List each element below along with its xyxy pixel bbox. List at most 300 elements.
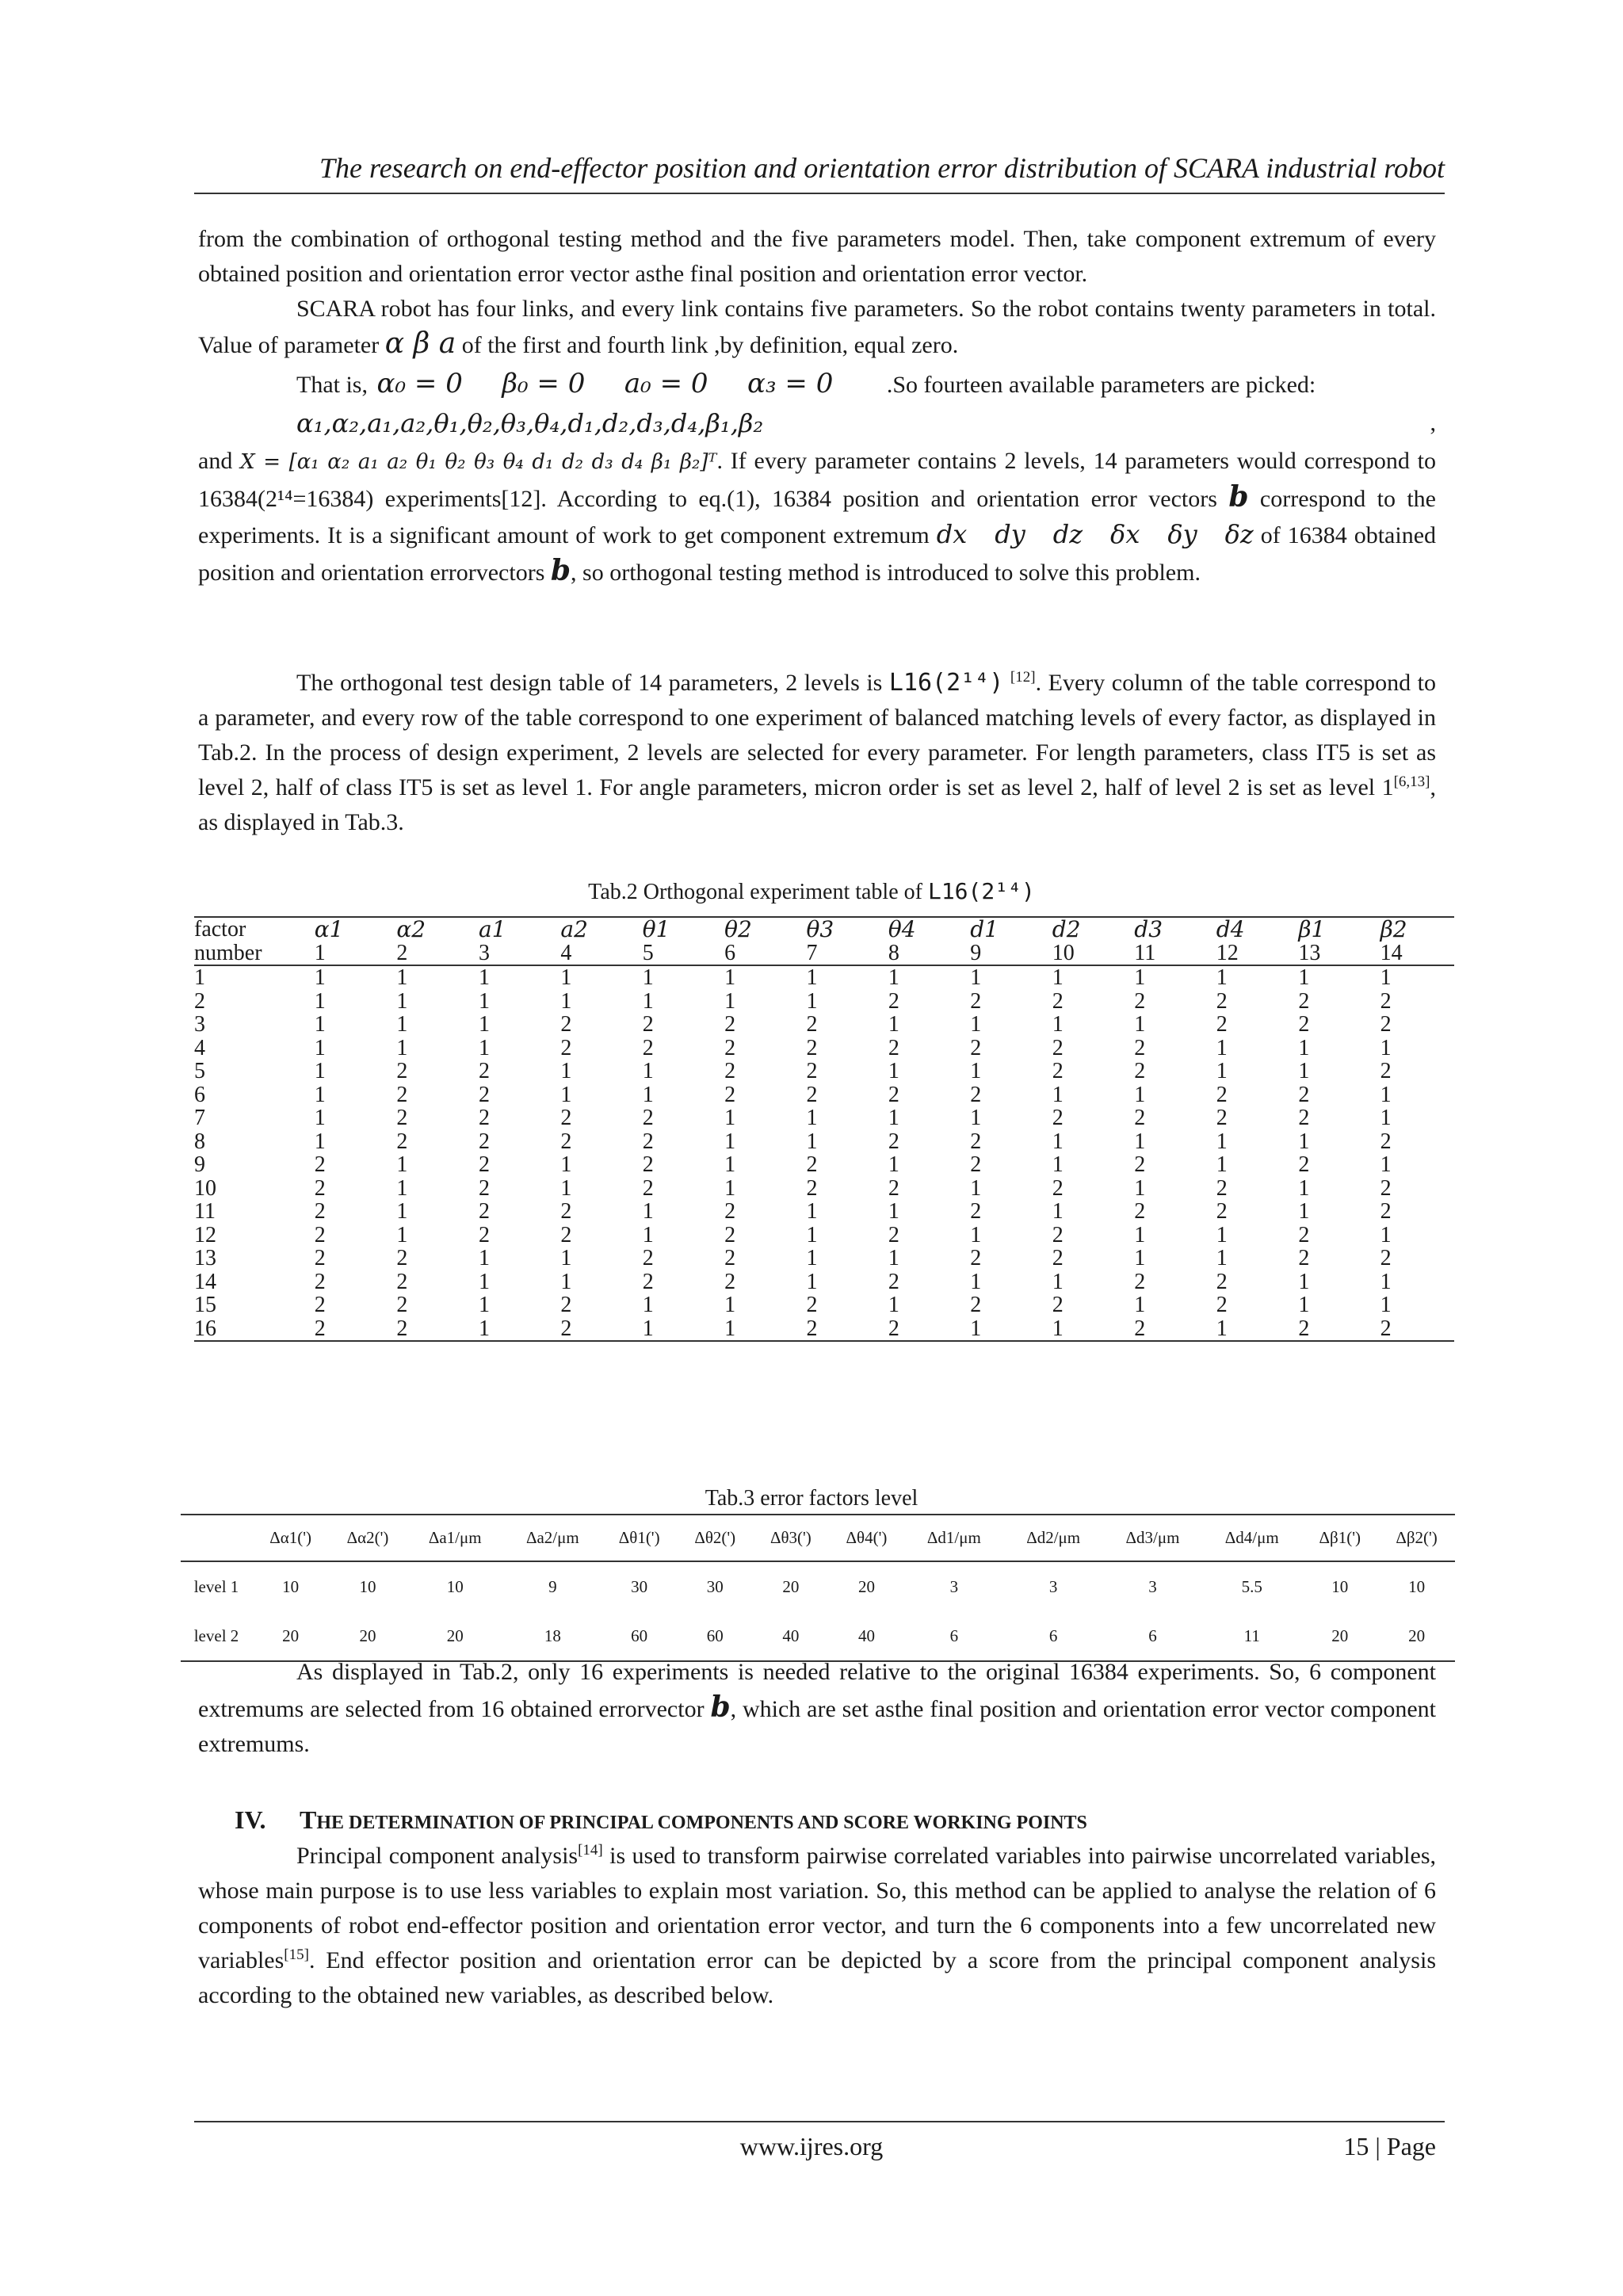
footer-site[interactable]: www.ijres.org xyxy=(739,2132,884,2160)
level-cell: 2 xyxy=(888,1269,899,1294)
level-cell: 1 xyxy=(888,1152,899,1177)
paragraph-5 xyxy=(198,1839,1436,2013)
experiment-number: 16 xyxy=(194,1317,307,1342)
level-cell: 1 xyxy=(1134,965,1146,990)
level-cell: 2 xyxy=(806,1059,818,1083)
running-header: The research on end-effector position and orientation error distribution of SCARA industrial robot xyxy=(319,152,1445,184)
section-heading xyxy=(235,1805,1087,1835)
tab3-value-cell: 10 xyxy=(446,1576,464,1596)
level-cell: 2 xyxy=(560,1129,572,1154)
section-number: IV. xyxy=(235,1805,266,1834)
level-cell: 2 xyxy=(642,1269,654,1294)
level-cell: 1 xyxy=(806,1199,818,1224)
paragraph-1-text: from the combination of orthogonal testing method and the five parameters model. Then, take component extremum of every obtained position and orientation error vector asthe final position and orientation error vector. xyxy=(198,226,1436,287)
level-cell: 2 xyxy=(1134,988,1146,1014)
para5-text-c: . End effector position and orientation error can be depicted by a score from the principal component analysis according to the obtained new variables, as described below. xyxy=(198,1947,1436,2008)
tab3-value-cell: 10 xyxy=(1331,1576,1349,1596)
level-cell: 2 xyxy=(1216,988,1228,1014)
column-number: 2 xyxy=(388,942,471,966)
level-cell: 2 xyxy=(1298,988,1310,1014)
equations-line xyxy=(198,366,1436,403)
experiment-number: 4 xyxy=(194,1035,205,1060)
column-number: 5 xyxy=(635,942,716,966)
level-cell: 1 xyxy=(1298,1199,1310,1224)
table-row xyxy=(194,1247,1454,1270)
factor-header: a2 xyxy=(552,917,634,942)
level-cell: 2 xyxy=(1380,1059,1392,1083)
experiment-number: 1 xyxy=(194,965,205,990)
level-cell: 2 xyxy=(1052,1106,1064,1130)
tab3-value-cell: 6 xyxy=(1103,1611,1202,1661)
tab3-value-cell: 5.5 xyxy=(1241,1576,1262,1596)
level-cell: 2 xyxy=(314,1175,326,1201)
level-cell: 2 xyxy=(724,1082,736,1107)
level-cell: 2 xyxy=(396,1106,408,1130)
level-cell: 1 xyxy=(724,965,736,990)
level-cell: 1 xyxy=(806,1222,818,1247)
tab3-level2-row xyxy=(181,1611,1455,1661)
level-cell: 2 xyxy=(396,1293,408,1317)
parameter-vector-x: X = [α₁ α₂ a₁ a₂ θ₁ θ₂ θ₃ θ₄ d₁ d₂ d₃ d₄ β₁ β₂]ᵀ xyxy=(240,450,717,474)
level-cell: 2 xyxy=(888,1222,899,1247)
level-cell: 2 xyxy=(970,1035,982,1060)
level-cell: 1 xyxy=(970,1059,982,1083)
level-cell: 2 xyxy=(1380,1129,1392,1154)
column-number: 12 xyxy=(1209,942,1291,966)
level-cell: 2 xyxy=(396,1059,408,1083)
level-cell: 1 xyxy=(642,1082,654,1107)
tab3-value-cell: 20 xyxy=(1301,1611,1378,1661)
level-cell: 1 xyxy=(888,965,899,990)
level-cell: 2 xyxy=(314,1269,326,1294)
level-cell: 1 xyxy=(479,1246,491,1270)
level-cell: 2 xyxy=(396,1269,408,1294)
level-cell: 1 xyxy=(560,1175,572,1201)
level-cell: 2 xyxy=(1216,1082,1228,1107)
tab3-value-cell: 20 xyxy=(329,1611,406,1661)
level-cell: 2 xyxy=(1126,1317,1209,1342)
para2-text-c: . If every parameter contains 2 levels, 14 parameters would correspond to 16384(2¹⁴=16384) experiments[12]. According to eq.(1), 16384 position and orientation error vectors xyxy=(198,448,1436,512)
table-row xyxy=(194,1153,1454,1177)
level-cell: 1 xyxy=(1298,965,1310,990)
para3-text-b: . Every column of the table correspond to a parameter, and every row of the table correspond to one experiment of balanced matching levels of every factor, as displayed in Tab.2. In the process of design experiment, 2 levels are selected for every parameter. For length parameters, class IT5 is set as level 2, half of class IT5 is set as level 1. For angle parameters, micron order is set as level 2, half of level 2 is set as level 1 xyxy=(198,670,1437,800)
level-cell: 1 xyxy=(1134,1222,1146,1247)
level-cell: 1 xyxy=(314,965,326,990)
factor-header: θ3 xyxy=(799,917,880,942)
experiment-number: 7 xyxy=(194,1106,205,1130)
factor-header: d3 xyxy=(1126,917,1209,942)
level-cell: 1 xyxy=(396,1012,408,1037)
level-cell: 1 xyxy=(560,988,572,1014)
table-row xyxy=(194,1270,1454,1294)
column-number: 14 xyxy=(1373,942,1454,966)
level-cell: 2 xyxy=(479,1082,491,1107)
level-cell: 1 xyxy=(1052,965,1064,990)
tab3-header-cell: Δβ2(') xyxy=(1378,1515,1455,1561)
tab3-row-label: level 2 xyxy=(181,1611,252,1661)
para2-text-e: of 16384 obtained position and orientation errorvectors xyxy=(198,522,1437,586)
factor-header: d4 xyxy=(1209,917,1291,942)
level-cell: 2 xyxy=(888,1129,899,1154)
level-cell: 1 xyxy=(1380,1082,1392,1107)
level-cell: 1 xyxy=(396,1152,408,1177)
para5-text-a: Principal component analysis xyxy=(296,1843,579,1869)
level-cell: 1 xyxy=(1216,1059,1228,1083)
level-cell: 1 xyxy=(1216,1152,1228,1177)
tab3-value-cell: 10 xyxy=(359,1576,376,1596)
level-cell: 2 xyxy=(724,1012,736,1037)
level-cell: 2 xyxy=(888,988,899,1014)
level-cell: 1 xyxy=(642,988,654,1014)
tab3-header-cell: Δa2/μm xyxy=(504,1515,601,1561)
level-cell: 1 xyxy=(314,1082,326,1107)
tab3-header-cell: Δθ3(') xyxy=(753,1515,829,1561)
level-cell: 2 xyxy=(806,1035,818,1060)
level-cell: 2 xyxy=(970,1082,982,1107)
level-cell: 1 xyxy=(1380,1152,1392,1177)
level-cell: 1 xyxy=(724,1293,736,1317)
level-cell: 2 xyxy=(1052,1222,1064,1247)
factor-header: β1 xyxy=(1290,917,1372,942)
table-row xyxy=(194,965,1454,990)
level-cell: 1 xyxy=(314,988,326,1014)
level-cell: 2 xyxy=(724,1246,736,1270)
level-cell: 1 xyxy=(888,1293,899,1317)
tab3-value-cell: 18 xyxy=(504,1611,601,1661)
para3-text-a: The orthogonal test design table of 14 parameters, 2 levels is xyxy=(296,670,883,696)
level-cell: 2 xyxy=(314,1222,326,1247)
level-cell: 2 xyxy=(970,1293,982,1317)
experiment-number: 10 xyxy=(194,1175,216,1201)
level-cell: 1 xyxy=(716,1317,798,1342)
level-cell: 2 xyxy=(560,1222,572,1247)
level-cell: 1 xyxy=(1380,1222,1392,1247)
level-cell: 1 xyxy=(471,1317,552,1342)
equation-alpha0: α₀ = 0 xyxy=(376,368,463,399)
level-cell: 2 xyxy=(560,1106,572,1130)
table-row xyxy=(194,1293,1454,1317)
tab3-value-cell: 20 xyxy=(407,1611,504,1661)
level-cell: 2 xyxy=(1298,1082,1310,1107)
level-cell: 1 xyxy=(1052,1152,1064,1177)
para2-text-d: correspond to the experiments. It is a significant amount of work to get component extremum xyxy=(198,486,1436,548)
level-cell: 1 xyxy=(888,1012,899,1037)
level-cell: 2 xyxy=(888,1175,899,1201)
level-cell: 1 xyxy=(888,1059,899,1083)
level-cell: 2 xyxy=(1052,988,1064,1014)
factor-header: α1 xyxy=(307,917,389,942)
header-rule xyxy=(194,193,1445,194)
factor-header: β2 xyxy=(1373,917,1454,942)
experiment-number: 2 xyxy=(194,988,205,1014)
tab3-value-cell: 6 xyxy=(904,1611,1003,1661)
level-cell: 1 xyxy=(970,1175,982,1201)
level-cell: 2 xyxy=(1052,1293,1064,1317)
experiment-number: 8 xyxy=(194,1129,205,1154)
that-is-label: That is, xyxy=(296,372,368,398)
tab3-value-cell: 10 xyxy=(1408,1576,1426,1596)
tab3-value-cell: 3 xyxy=(1048,1576,1058,1596)
level-cell: 2 xyxy=(642,1012,654,1037)
level-cell: 1 xyxy=(560,1152,572,1177)
l16-symbol: L16(2¹⁴) xyxy=(888,669,1004,697)
paragraph-1 xyxy=(198,222,1436,292)
level-cell: 1 xyxy=(1216,965,1228,990)
level-cell: 1 xyxy=(888,1106,899,1130)
factor-header: θ2 xyxy=(716,917,798,942)
level-cell: 1 xyxy=(314,1012,326,1037)
tab3-value-cell: 3 xyxy=(1148,1576,1157,1596)
table-row xyxy=(194,990,1454,1014)
level-cell: 2 xyxy=(806,1012,818,1037)
experiment-number: 5 xyxy=(194,1059,205,1083)
level-cell: 1 xyxy=(560,1082,572,1107)
level-cell: 1 xyxy=(642,1199,654,1224)
level-cell: 1 xyxy=(1380,1106,1392,1130)
level-cell: 2 xyxy=(552,1317,634,1342)
tab3-value-cell: 20 xyxy=(782,1576,800,1596)
level-cell: 2 xyxy=(970,1246,982,1270)
level-cell: 2 xyxy=(479,1152,491,1177)
experiment-number: 15 xyxy=(194,1293,216,1317)
level-cell: 2 xyxy=(970,988,982,1014)
tab3-header-cell: Δd3/μm xyxy=(1103,1515,1202,1561)
level-cell: 2 xyxy=(806,1175,818,1201)
column-number: 10 xyxy=(1044,942,1127,966)
para2-text-f: , so orthogonal testing method is introduced to solve this problem. xyxy=(571,560,1201,586)
level-cell: 2 xyxy=(1298,1106,1310,1130)
list-comma: , xyxy=(1430,410,1436,436)
section-title: HE DETERMINATION OF PRINCIPAL COMPONENTS AND SCORE WORKING POINTS xyxy=(316,1813,1087,1833)
paragraph-3 xyxy=(198,666,1436,840)
level-cell: 2 xyxy=(1134,1269,1146,1294)
level-cell: 1 xyxy=(1380,965,1392,990)
level-cell: 1 xyxy=(970,1222,982,1247)
level-cell: 2 xyxy=(1298,1012,1310,1037)
tab3-header-cell: Δa1/μm xyxy=(407,1515,504,1561)
level-cell: 1 xyxy=(396,1222,408,1247)
param-symbols: α β a xyxy=(384,327,456,360)
level-cell: 2 xyxy=(1380,1175,1392,1201)
level-cell: 1 xyxy=(1216,1246,1228,1270)
level-cell: 2 xyxy=(479,1222,491,1247)
table-row xyxy=(194,1060,1454,1083)
level-cell: 1 xyxy=(888,1199,899,1224)
table-row xyxy=(194,1130,1454,1154)
level-cell: 2 xyxy=(396,1246,408,1270)
factor-label: factor xyxy=(194,917,307,942)
paragraph-2-text xyxy=(198,292,1436,363)
level-cell: 2 xyxy=(806,1082,818,1107)
factor-row xyxy=(194,917,1454,942)
level-cell: 2 xyxy=(1052,1059,1064,1083)
experiment-rows xyxy=(194,965,1454,1341)
paragraph-4 xyxy=(198,1655,1436,1762)
error-factors-table xyxy=(181,1514,1455,1662)
tab3-value-cell: 60 xyxy=(677,1611,753,1661)
level-cell: 2 xyxy=(314,1246,326,1270)
level-cell: 2 xyxy=(1134,1035,1146,1060)
factor-header: α2 xyxy=(388,917,471,942)
level-cell: 1 xyxy=(724,1175,736,1201)
number-label: number xyxy=(194,942,307,966)
level-cell: 2 xyxy=(314,1293,326,1317)
paragraph-3-text xyxy=(198,666,1436,840)
tab2-caption-text: Tab.2 Orthogonal experiment table of xyxy=(588,880,922,904)
level-cell: 1 xyxy=(1044,1317,1127,1342)
level-cell: 2 xyxy=(1298,1246,1310,1270)
level-cell: 2 xyxy=(970,1129,982,1154)
level-cell: 1 xyxy=(724,1106,736,1130)
tab3-value-cell: 60 xyxy=(601,1611,678,1661)
level-cell: 1 xyxy=(642,965,654,990)
tab3-header-cell: Δα2(') xyxy=(329,1515,406,1561)
level-cell: 1 xyxy=(1052,1082,1064,1107)
level-cell: 1 xyxy=(970,1012,982,1037)
level-cell: 1 xyxy=(806,1106,818,1130)
tab3-row-label: level 1 xyxy=(193,1576,239,1596)
level-cell: 1 xyxy=(314,1129,326,1154)
level-cell: 2 xyxy=(314,1199,326,1224)
level-cell: 2 xyxy=(314,1152,326,1177)
orthogonal-experiment-table xyxy=(194,916,1454,1342)
table-row xyxy=(194,1224,1454,1247)
column-number: 1 xyxy=(307,942,389,966)
level-cell: 2 xyxy=(806,1152,818,1177)
level-cell: 1 xyxy=(1298,1059,1310,1083)
level-cell: 2 xyxy=(479,1199,491,1224)
level-cell: 1 xyxy=(1380,1293,1392,1317)
citation-6-13: [6,13] xyxy=(1393,774,1430,790)
number-row xyxy=(194,942,1454,966)
citation-12: [12] xyxy=(1010,669,1036,686)
level-cell: 2 xyxy=(1052,1175,1064,1201)
level-cell: 1 xyxy=(1052,1199,1064,1224)
level-cell: 2 xyxy=(1380,1199,1392,1224)
level-cell: 2 xyxy=(396,1129,408,1154)
level-cell: 1 xyxy=(1298,1293,1310,1317)
level-cell: 1 xyxy=(396,1035,408,1060)
level-cell: 1 xyxy=(314,1106,326,1130)
experiment-number: 3 xyxy=(194,1012,205,1037)
equation-a0: a₀ = 0 xyxy=(624,368,708,399)
paragraph-5-text xyxy=(198,1839,1436,2013)
level-cell: 2 xyxy=(1134,1152,1146,1177)
equation-alpha3: α₃ = 0 xyxy=(747,368,834,399)
level-cell: 1 xyxy=(642,1059,654,1083)
tab3-header-row xyxy=(181,1515,1455,1561)
level-cell: 2 xyxy=(307,1317,389,1342)
equation-beta0: β₀ = 0 xyxy=(502,368,586,399)
level-cell: 2 xyxy=(724,1059,736,1083)
table-row xyxy=(194,1177,1454,1201)
experiment-number: 9 xyxy=(194,1152,205,1177)
tab3-header-cell: Δd1/μm xyxy=(904,1515,1003,1561)
level-cell: 1 xyxy=(396,1175,408,1201)
level-cell: 1 xyxy=(724,1152,736,1177)
table-row xyxy=(194,1106,1454,1130)
level-cell: 2 xyxy=(799,1317,880,1342)
level-cell: 2 xyxy=(1216,1269,1228,1294)
tab3-header-cell: Δθ1(') xyxy=(601,1515,678,1561)
level-cell: 1 xyxy=(806,1246,818,1270)
experiment-number: 13 xyxy=(194,1246,216,1270)
level-cell: 1 xyxy=(1052,1129,1064,1154)
level-cell: 2 xyxy=(1380,1246,1392,1270)
level-cell: 2 xyxy=(1298,1222,1310,1247)
paragraph-2-continued xyxy=(198,444,1436,590)
tab2-caption xyxy=(0,876,1623,908)
level-cell: 1 xyxy=(1298,1269,1310,1294)
error-vector-b-2: b xyxy=(550,554,571,587)
footer-rule xyxy=(194,2121,1445,2122)
level-cell: 2 xyxy=(888,1035,899,1060)
factor-header: θ4 xyxy=(880,917,962,942)
level-cell: 1 xyxy=(560,965,572,990)
paragraph-4-text xyxy=(198,1655,1436,1762)
level-cell: 2 xyxy=(1380,1012,1392,1037)
error-vector-b: b xyxy=(1228,480,1249,514)
tab3-value-cell: 10 xyxy=(282,1576,300,1596)
level-cell: 1 xyxy=(806,965,818,990)
level-cell: 2 xyxy=(806,1293,818,1317)
level-cell: 1 xyxy=(1216,1129,1228,1154)
table-row xyxy=(194,1013,1454,1037)
column-number: 7 xyxy=(799,942,880,966)
level-cell: 2 xyxy=(560,1035,572,1060)
parameter-list: α₁,α₂,a₁,a₂,θ₁,θ₂,θ₃,θ₄,d₁,d₂,d₃,d₄,β₁,β₂ xyxy=(296,408,764,438)
footer-page-number: 15 | Page xyxy=(1343,2132,1436,2160)
level-cell: 2 xyxy=(479,1059,491,1083)
tab3-header-cell: Δα1(') xyxy=(252,1515,329,1561)
column-number: 4 xyxy=(552,942,634,966)
level-cell: 2 xyxy=(724,1199,736,1224)
level-cell: 1 xyxy=(970,965,982,990)
column-number: 9 xyxy=(962,942,1044,966)
table-row xyxy=(194,1083,1454,1107)
tab3-value-cell: 30 xyxy=(631,1576,648,1596)
tab3-value-cell: 30 xyxy=(706,1576,724,1596)
level-cell: 1 xyxy=(724,988,736,1014)
level-cell: 2 xyxy=(724,1035,736,1060)
factor-header: d1 xyxy=(962,917,1044,942)
level-cell: 2 xyxy=(1290,1317,1372,1342)
level-cell: 2 xyxy=(1298,1152,1310,1177)
tab3-value-cell: 20 xyxy=(252,1611,329,1661)
level-cell: 1 xyxy=(1134,1012,1146,1037)
level-cell: 2 xyxy=(642,1129,654,1154)
paragraph-2 xyxy=(198,292,1436,590)
tab3-value-cell: 9 xyxy=(548,1576,557,1596)
level-cell: 2 xyxy=(642,1175,654,1201)
tab3-value-cell: 6 xyxy=(1004,1611,1103,1661)
tab3-corner xyxy=(181,1515,252,1561)
level-cell: 1 xyxy=(479,1269,491,1294)
level-cell: 2 xyxy=(880,1317,962,1342)
table-row xyxy=(194,1200,1454,1224)
para2-text-b: of the first and fourth link ,by definition, equal zero. xyxy=(461,332,959,358)
tab3-value-cell: 40 xyxy=(829,1611,905,1661)
level-cell: 1 xyxy=(970,1269,982,1294)
level-cell: 1 xyxy=(1134,1293,1146,1317)
level-cell: 2 xyxy=(560,1199,572,1224)
level-cell: 2 xyxy=(1052,1035,1064,1060)
parameter-list-line xyxy=(198,406,1436,441)
experiment-number: 14 xyxy=(194,1269,216,1294)
level-cell: 2 xyxy=(1373,1317,1454,1342)
level-cell: 1 xyxy=(479,1012,491,1037)
tab3-value-cell: 40 xyxy=(753,1611,829,1661)
